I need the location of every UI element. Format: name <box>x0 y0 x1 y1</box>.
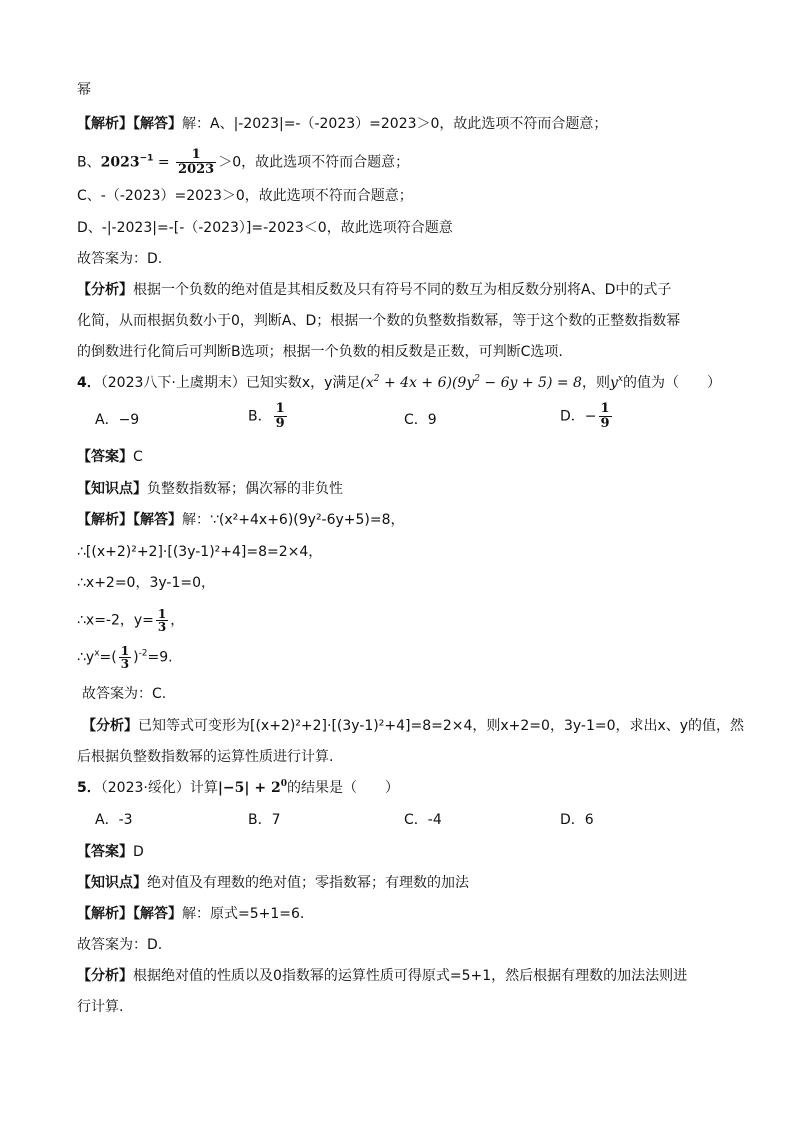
analysis-text: 解：原式=5+1=6. <box>182 906 305 922</box>
q4-answer <box>77 447 143 467</box>
analysis-text: ＞0，故此选项不符而合题意； <box>218 154 410 171</box>
fraction-numerator: 1 <box>120 644 130 658</box>
q4-answer-text: 故答案为：C. <box>82 686 167 702</box>
q4-option-d <box>560 402 614 431</box>
q3-analysis-a <box>77 114 607 134</box>
q3-fenxi-1 <box>77 280 671 300</box>
option-sign: − <box>584 408 597 425</box>
analysis-label: 【解析】【解答】 <box>77 906 182 922</box>
fenxi-label: 【分析】 <box>77 282 133 298</box>
q5-stem <box>77 778 399 798</box>
question-text: ，则 <box>581 375 610 391</box>
q5-option-d: D．6 <box>560 812 594 828</box>
q5-fenxi-2: 行计算. <box>77 999 124 1015</box>
q4-option-c <box>404 410 437 430</box>
knowledge-value: 绝对值及有理数的绝对值；零指数幂；有理数的加法 <box>147 875 469 891</box>
q5-knowledge <box>77 873 469 893</box>
math-part: − 6y + 5) = 8 <box>479 375 582 391</box>
q4-fenxi-1 <box>82 716 744 736</box>
fraction <box>156 608 168 633</box>
question-text: 的值为（ ） <box>622 375 721 391</box>
analysis-text: ) <box>133 649 139 666</box>
math-base: 2023 <box>100 154 140 171</box>
fraction-denominator: 3 <box>120 657 130 671</box>
q4-analysis-2: ∴[(x+2)²+2]·[(3y-1)²+4]=8=2×4， <box>77 544 323 560</box>
fenxi-text: 根据一个负数的绝对值是其相反数及只有符号不同的数互为相反数分别将A、D中的式子 <box>133 282 672 298</box>
analysis-text: 解：A、|-2023|=-（-2023）=2023＞0，故此选项不符而合题意； <box>182 116 608 132</box>
fraction-denominator: 9 <box>600 416 610 431</box>
option-prefix: B、 <box>77 154 101 171</box>
fraction <box>119 645 131 670</box>
knowledge-label: 【知识点】 <box>77 481 147 497</box>
q3-analysis-b <box>77 148 409 177</box>
analysis-text: ∴x=-2，y= <box>77 612 154 629</box>
fenxi-label: 【分析】 <box>82 718 138 734</box>
math-power: $y^x$ <box>609 374 623 391</box>
fenxi-text: 根据绝对值的性质以及0指数幂的运算性质可得原式=5+1，然后根据有理数的加法法则进 <box>133 968 688 984</box>
question-number: 4． <box>77 375 101 391</box>
question-text: 计算 <box>189 780 218 796</box>
fraction-denominator: 9 <box>275 416 285 431</box>
fraction <box>176 148 216 177</box>
q5-option-c: C．-4 <box>404 812 442 828</box>
q4-knowledge <box>77 479 343 499</box>
analysis-label: 【解析】【解答】 <box>77 116 182 132</box>
question-text: 已知实数x，y满足 <box>245 375 361 391</box>
analysis-text: 解：∵(x²+4x+6)(9y²-6y+5)=8， <box>182 512 405 528</box>
q4-analysis-3: ∴x+2=0，3y-1=0， <box>77 575 216 591</box>
math-expression: $(x^2 + 4x + 6)(9y^2 - 6y + 5) = 8$ <box>360 374 582 391</box>
fraction-numerator: 1 <box>157 607 167 621</box>
analysis-text: =9. <box>147 649 173 666</box>
analysis-text: ， <box>170 612 185 629</box>
q4-option-a <box>95 410 139 430</box>
fraction-numerator: 1 <box>275 401 285 416</box>
fraction-numerator: 1 <box>176 148 216 163</box>
math-equals: = <box>153 154 175 171</box>
math-exponent: -2 <box>138 648 148 659</box>
option-label: B． <box>248 408 272 425</box>
q3-analysis-c: C、-（-2023）=2023＞0，故此选项不符而合题意； <box>77 188 413 204</box>
fraction-numerator: 1 <box>600 401 610 416</box>
option-value: 9 <box>427 412 437 428</box>
math-part: (x <box>360 375 374 391</box>
fraction <box>274 402 287 431</box>
q5-analysis-1 <box>77 904 304 924</box>
analysis-label: 【解析】【解答】 <box>77 512 182 528</box>
q4-analysis-1 <box>77 510 405 530</box>
option-label: D． <box>560 408 585 425</box>
q5-answer-text: 故答案为：D. <box>77 937 163 953</box>
fenxi-label: 【分析】 <box>77 968 133 984</box>
q3-fenxi-3: 的倒数进行化简后可判断B选项；根据一个负数的相反数是正数，可判断C选项. <box>77 344 563 360</box>
q5-answer <box>77 842 144 862</box>
fraction <box>599 402 612 431</box>
math-part: + 4x + 6)(9y <box>379 375 475 391</box>
question-source: （2023·绥化） <box>100 780 190 796</box>
q4-fenxi-2: 后根据负整数指数幂的运算性质进行计算. <box>77 749 334 765</box>
q4-analysis-4 <box>77 608 184 633</box>
q4-stem <box>77 373 721 393</box>
q5-option-a: A．-3 <box>95 812 133 828</box>
question-source: （2023八下·上虞期末） <box>100 375 246 391</box>
math-exponent: x <box>94 648 100 659</box>
option-label: A． <box>95 412 119 428</box>
q4-analysis-5 <box>77 645 173 670</box>
knowledge-label: 【知识点】 <box>77 875 147 891</box>
option-label: C． <box>404 412 428 428</box>
question-number: 5． <box>77 780 101 796</box>
q5-fenxi-1 <box>77 966 687 986</box>
continuation-text: 幂 <box>77 82 91 98</box>
q3-answer-text: 故答案为：D. <box>77 251 163 267</box>
analysis-text: ∴y <box>77 649 95 666</box>
fenxi-text: 已知等式可变形为[(x+2)²+2]·[(3y-1)²+4]=8=2×4，则x+2=0，3y-1=0，求出x、y的值，然 <box>138 718 745 734</box>
math-expression <box>218 780 287 796</box>
knowledge-value: 负整数指数幂；偶次幂的非负性 <box>147 481 343 497</box>
math-exponent: 0 <box>280 779 287 789</box>
q3-fenxi-2: 化简，从而根据负数小于0，判断A、D；根据一个数的负整数指数幂，等于这个数的正整数指数幂 <box>77 313 681 329</box>
answer-label: 【答案】 <box>77 449 133 465</box>
answer-value: C <box>133 449 143 465</box>
q3-analysis-d: D、-|-2023|=-[-（-2023）]=-2023＜0，故此选项符合题意 <box>77 220 453 236</box>
q5-option-b: B．7 <box>248 812 281 828</box>
fraction-denominator: 3 <box>157 620 167 634</box>
fraction-denominator: 2023 <box>178 162 215 177</box>
analysis-text: =( <box>99 649 117 666</box>
question-text: 的结果是（ ） <box>287 780 399 796</box>
math-exponent: −1 <box>139 153 154 164</box>
answer-label: 【答案】 <box>77 844 133 860</box>
q4-option-b <box>248 402 289 431</box>
option-value: −9 <box>118 412 140 428</box>
answer-value: D <box>133 844 144 860</box>
math-part: |−5| + 2 <box>217 780 281 796</box>
